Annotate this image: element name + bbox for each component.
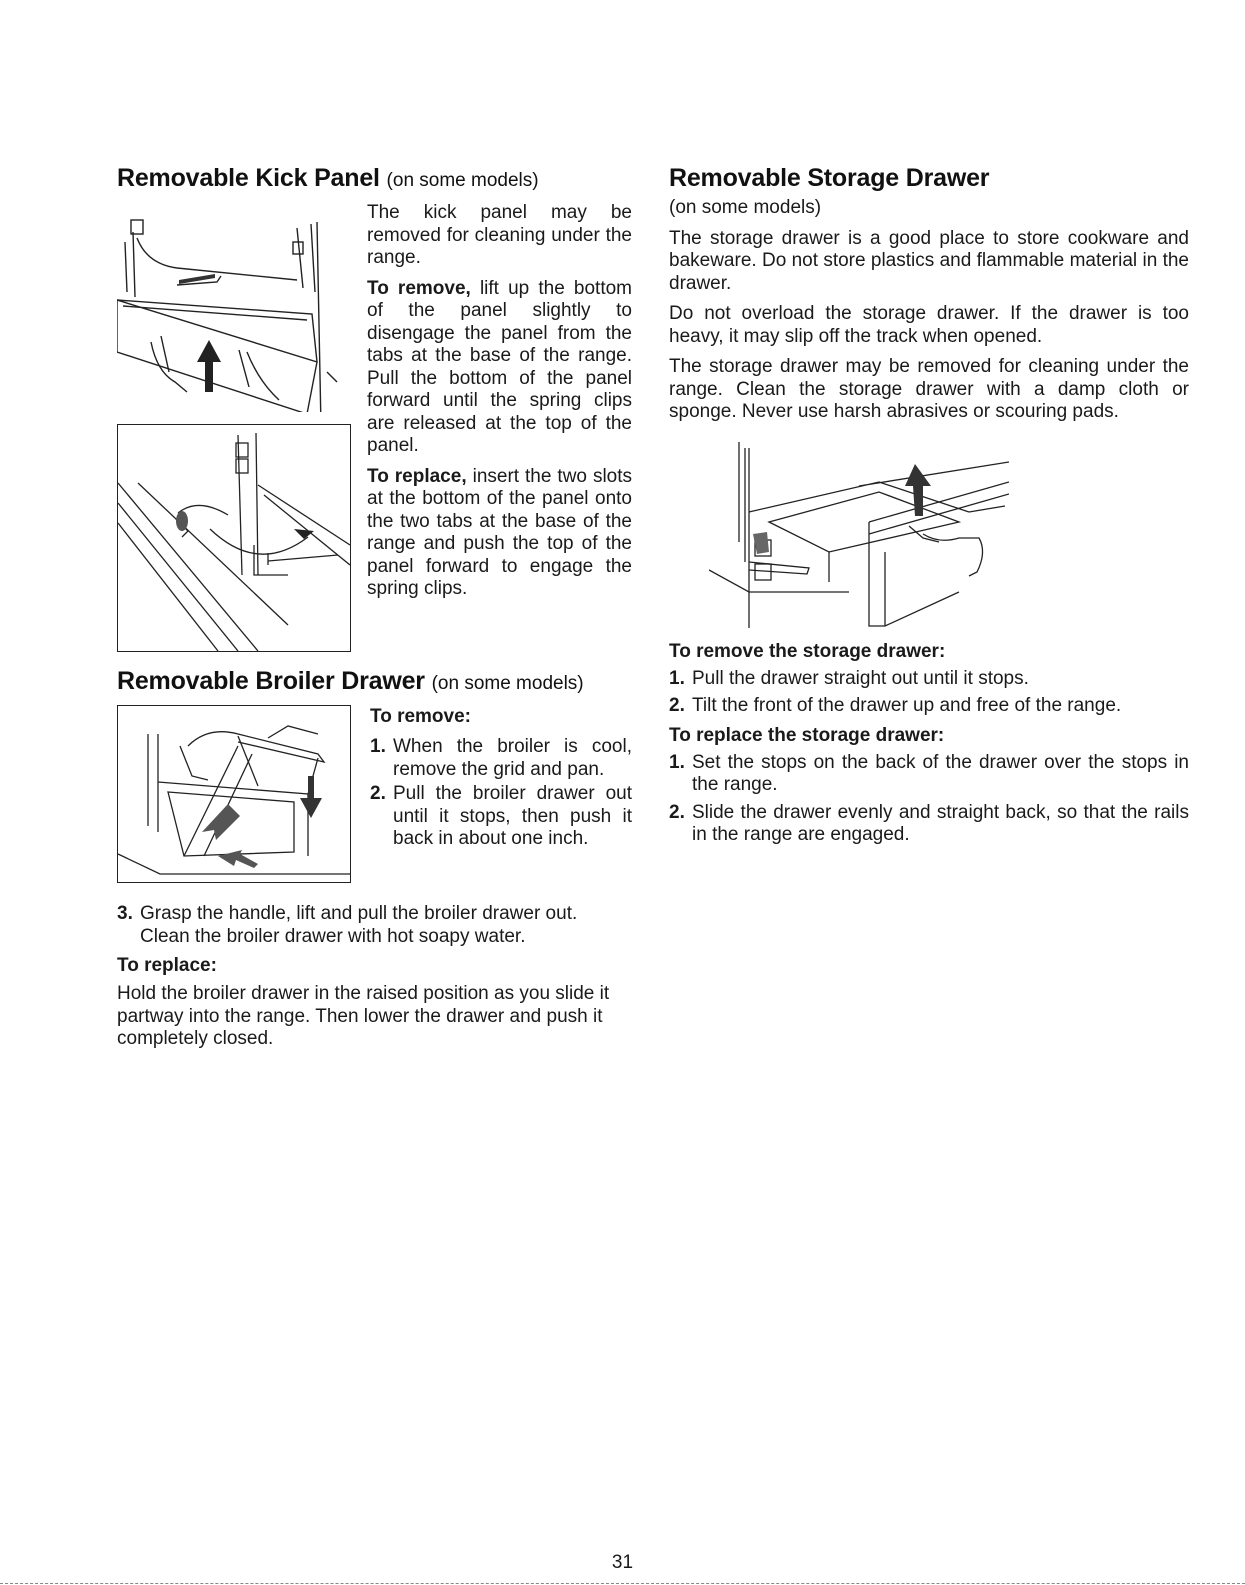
list-item: 1. When the broiler is cool, remove the grid and pan. [370,736,632,780]
storage-remove-steps [669,668,1189,718]
storage-drawer-paragraph-1: The storage drawer is a good place to store cookware and bakeware. Do not store plastics and flammable material in the drawer. [669,227,1189,294]
storage-drawer-paragraph-2: Do not overload the storage drawer. If the drawer is too heavy, it may slip off the track when opened. [669,303,1189,347]
kick-panel-intro: The kick panel may be removed for cleaning under the range. [367,202,632,268]
storage-drawer-heading: Removable Storage Drawer [669,164,990,192]
kick-panel-section [117,202,632,652]
storage-remove-heading: To remove the storage drawer: [669,640,946,662]
storage-drawer-illustration [709,442,1189,632]
broiler-remove-steps [370,736,632,851]
broiler-remove-heading: To remove: [370,706,472,727]
list-item: 1. Set the stops on the back of the drawer over the stops in the range. [669,751,1189,795]
broiler-drawer-illustration [117,705,351,883]
storage-drawer-paragraph-3: The storage drawer may be removed for cleaning under the range. Clean the storage drawer with a damp cloth or sponge. Never use harsh abrasives or scouring pads. [669,356,1189,422]
list-item: 2. Tilt the front of the drawer up and free of the range. [669,695,1122,716]
broiler-replace-paragraph: Hold the broiler drawer in the raised position as you slide it partway into the range. Then lower the drawer and push it completely closed. [117,983,610,1049]
right-column [669,163,1189,847]
storage-replace-heading: To replace the storage drawer: [669,724,945,746]
broiler-drawer-section [117,705,632,883]
page-number: 31 [611,1552,634,1573]
kick-panel-removal-illustration [117,202,352,412]
broiler-remove-steps-continued [117,903,632,948]
left-column [117,163,632,1051]
kick-panel-remove-paragraph: To remove, lift up the bottom of the panel slightly to disengage the panel from the tabs at the base of the range. Pull the bottom of the panel forward until the spring clips are released at the top of the panel. [367,277,632,456]
broiler-replace-heading: To replace: [117,955,217,976]
list-item: 2. Slide the drawer evenly and straight back, so that the rails in the range are engaged. [669,801,1189,845]
storage-drawer-note: (on some models) [669,197,822,218]
kick-panel-heading: Removable Kick Panel (on some models) [117,164,539,192]
list-item: 1. Pull the drawer straight out until it stops. [669,667,1029,689]
kick-panel-replace-illustration [117,424,351,652]
broiler-drawer-heading: Removable Broiler Drawer (on some models) [117,667,584,695]
storage-replace-steps [669,752,1189,847]
list-item: 3. Grasp the handle, lift and pull the broiler drawer out. Clean the broiler drawer with hot soapy water. [117,903,578,947]
list-item: 2. Pull the broiler drawer out until it stops, then push it back in about one inch. [370,783,632,849]
kick-panel-replace-paragraph: To replace, insert the two slots at the bottom of the panel onto the two tabs at the base of the range and push the top of the panel forward to engage the spring clips. [367,465,633,599]
